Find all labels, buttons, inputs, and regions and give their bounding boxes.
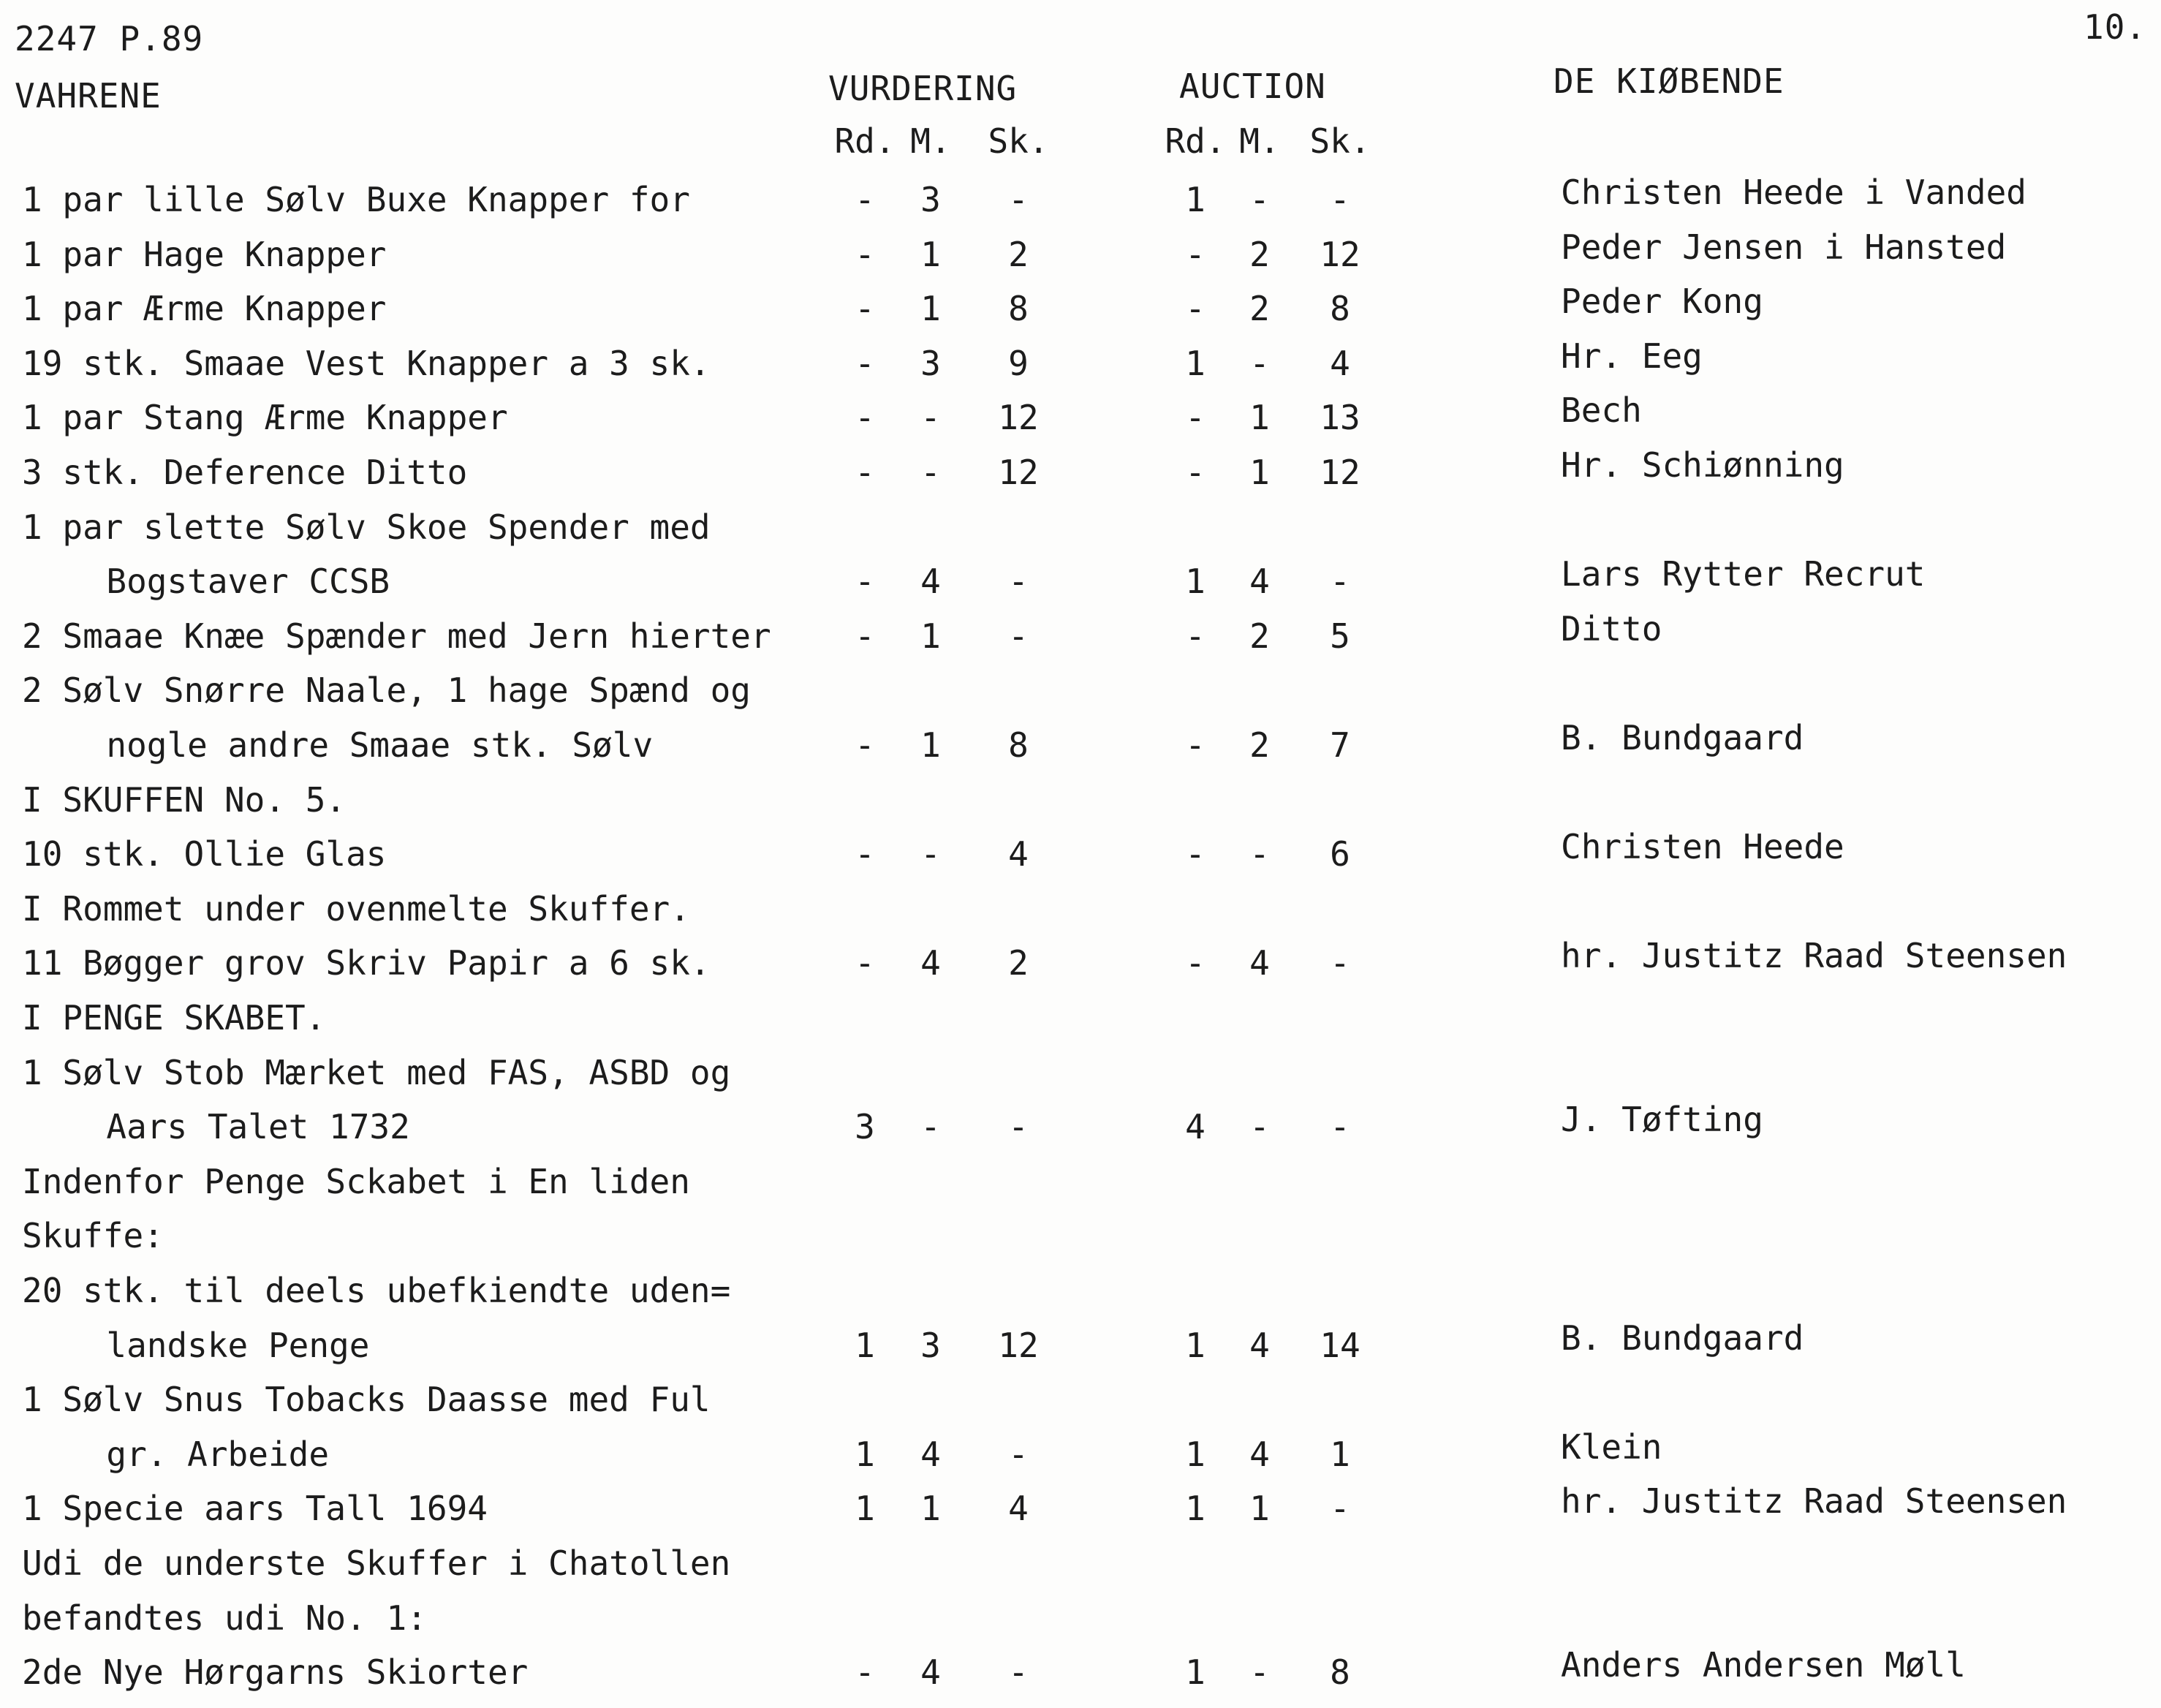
auction-sk: 1 xyxy=(1330,1434,1350,1474)
valuation-sk: 8 xyxy=(1008,725,1029,765)
item-description: 19 stk. Smaae Vest Knapper a 3 sk. xyxy=(22,343,711,383)
valuation-sk: - xyxy=(1008,562,1029,602)
auction-m: 1 xyxy=(1249,1489,1270,1529)
column-header-items: VAHRENE xyxy=(15,76,162,116)
valuation-sk: 4 xyxy=(1008,1489,1029,1529)
buyer-name: B. Bundgaard xyxy=(1561,718,1804,757)
valuation-m: - xyxy=(920,1107,941,1147)
item-description-continued: nogle andre Smaae stk. Sølv xyxy=(66,725,654,765)
auction-unit-sk: Sk. xyxy=(1309,121,1371,161)
item-description: 1 par slette Sølv Skoe Spender med xyxy=(22,507,711,547)
item-description: 2 Sølv Snørre Naale, 1 hage Spænd og xyxy=(22,670,751,711)
auction-sk: - xyxy=(1330,562,1350,602)
item-description: 2de Nye Hørgarns Skiorter xyxy=(22,1652,529,1693)
item-description-continued: Bogstaver CCSB xyxy=(66,562,390,602)
item-description: I SKUFFEN No. 5. xyxy=(22,779,347,820)
item-description-continued: Skuffe: xyxy=(22,1216,164,1256)
auction-sk: 8 xyxy=(1330,289,1350,329)
auction-unit-rd: Rd. xyxy=(1165,121,1226,161)
auction-sk: 8 xyxy=(1330,1652,1350,1693)
valuation-sk: - xyxy=(1008,180,1029,219)
auction-rd: 1 xyxy=(1185,180,1206,219)
valuation-m: 1 xyxy=(920,234,941,274)
document-reference: 2247 P.89 xyxy=(15,19,204,58)
item-description: 2 Smaae Knæe Spænder med Jern hierter xyxy=(22,616,771,656)
valuation-rd: 1 xyxy=(855,1489,875,1529)
auction-m: 1 xyxy=(1249,398,1270,438)
auction-rd: - xyxy=(1185,289,1206,329)
auction-sk: - xyxy=(1330,180,1350,219)
auction-rd: - xyxy=(1185,234,1206,274)
buyer-name: Bech xyxy=(1561,390,1642,431)
item-description: 1 par Ærme Knapper xyxy=(22,289,387,329)
auction-rd: - xyxy=(1185,943,1206,983)
item-description: 20 stk. til deels ubefkiendte uden= xyxy=(22,1271,731,1310)
valuation-rd: - xyxy=(855,1652,875,1693)
valuation-rd: - xyxy=(855,453,875,492)
buyer-name: Lars Rytter Recrut xyxy=(1561,554,1926,594)
buyer-name: Klein xyxy=(1561,1427,1662,1467)
auction-rd: 1 xyxy=(1185,1325,1206,1365)
buyer-name: Peder Jensen i Hansted xyxy=(1561,227,2007,267)
auction-sk: 5 xyxy=(1330,616,1350,656)
valuation-unit-sk: Sk. xyxy=(988,121,1049,161)
item-description: 1 Sølv Stob Mærket med FAS, ASBD og xyxy=(22,1052,731,1092)
item-description-continued: landske Penge xyxy=(66,1325,370,1365)
column-header-auction: AUCTION xyxy=(1179,67,1326,106)
valuation-sk: - xyxy=(1008,616,1029,656)
item-description: Indenfor Penge Sckabet i En liden xyxy=(22,1161,690,1201)
auction-m: 2 xyxy=(1249,616,1270,656)
valuation-sk: - xyxy=(1008,1434,1029,1474)
valuation-rd: - xyxy=(855,234,875,274)
buyer-name: Hr. Schiønning xyxy=(1561,445,1844,485)
item-description: 1 par Hage Knapper xyxy=(22,234,387,274)
auction-sk: 12 xyxy=(1320,234,1360,274)
valuation-sk: 12 xyxy=(998,453,1039,492)
auction-sk: 12 xyxy=(1320,453,1360,492)
auction-rd: - xyxy=(1185,725,1206,765)
auction-sk: 4 xyxy=(1330,343,1350,383)
valuation-rd: - xyxy=(855,289,875,329)
item-description: I Rommet under ovenmelte Skuffer. xyxy=(22,888,690,929)
auction-rd: 1 xyxy=(1185,1652,1206,1693)
valuation-sk: 12 xyxy=(998,1325,1039,1365)
item-description: 1 par Stang Ærme Knapper xyxy=(22,398,508,438)
auction-m: - xyxy=(1249,1107,1270,1147)
auction-sk: - xyxy=(1330,943,1350,983)
auction-rd: 1 xyxy=(1185,1489,1206,1529)
buyer-name: Hr. Eeg xyxy=(1561,336,1703,376)
auction-rd: 1 xyxy=(1185,562,1206,602)
valuation-m: 3 xyxy=(920,1325,941,1365)
valuation-sk: - xyxy=(1008,1652,1029,1693)
buyer-name: Christen Heede i Vanded xyxy=(1561,173,2026,212)
valuation-rd: - xyxy=(855,725,875,765)
item-description: 1 Sølv Snus Tobacks Daasse med Ful xyxy=(22,1380,711,1420)
valuation-sk: 12 xyxy=(998,398,1039,438)
auction-m: 2 xyxy=(1249,234,1270,274)
valuation-rd: 1 xyxy=(855,1325,875,1365)
valuation-sk: 2 xyxy=(1008,943,1029,983)
valuation-rd: 3 xyxy=(855,1107,875,1147)
item-description: Udi de underste Skuffer i Chatollen xyxy=(22,1543,731,1583)
buyer-name: Peder Kong xyxy=(1561,281,1763,322)
auction-m: - xyxy=(1249,834,1270,874)
valuation-rd: - xyxy=(855,834,875,874)
valuation-m: - xyxy=(920,834,941,874)
auction-m: 1 xyxy=(1249,453,1270,492)
valuation-unit-rd: Rd. xyxy=(834,121,896,161)
valuation-sk: 2 xyxy=(1008,234,1029,274)
buyer-name: J. Tøfting xyxy=(1561,1100,1763,1140)
buyer-name: Anders Andersen Møll xyxy=(1561,1645,1966,1685)
item-description: I PENGE SKABET. xyxy=(22,998,326,1038)
valuation-m: 1 xyxy=(920,616,941,656)
auction-m: - xyxy=(1249,1652,1270,1693)
auction-m: 2 xyxy=(1249,289,1270,329)
valuation-sk: - xyxy=(1008,1107,1029,1147)
auction-sk: 13 xyxy=(1320,398,1360,438)
valuation-m: 4 xyxy=(920,1434,941,1474)
valuation-rd: - xyxy=(855,562,875,602)
auction-m: 4 xyxy=(1249,943,1270,983)
auction-m: - xyxy=(1249,180,1270,219)
valuation-rd: - xyxy=(855,398,875,438)
column-header-buyers: DE KIØBENDE xyxy=(1553,61,1785,101)
valuation-rd: - xyxy=(855,616,875,656)
buyer-name: Christen Heede xyxy=(1561,827,1844,867)
valuation-m: 4 xyxy=(920,943,941,983)
auction-rd: 1 xyxy=(1185,1434,1206,1474)
valuation-m: 1 xyxy=(920,289,941,329)
valuation-m: 1 xyxy=(920,1489,941,1529)
auction-sk: - xyxy=(1330,1489,1350,1529)
valuation-m: 4 xyxy=(920,562,941,602)
auction-rd: - xyxy=(1185,616,1206,656)
item-description: 1 Specie aars Tall 1694 xyxy=(22,1489,488,1529)
auction-m: - xyxy=(1249,343,1270,383)
valuation-m: - xyxy=(920,453,941,492)
auction-m: 4 xyxy=(1249,1325,1270,1365)
item-description-continued: gr. Arbeide xyxy=(66,1434,330,1474)
valuation-m: 3 xyxy=(920,180,941,219)
item-description: 10 stk. Ollie Glas xyxy=(22,834,387,874)
auction-rd: 1 xyxy=(1185,343,1206,383)
auction-rd: - xyxy=(1185,453,1206,492)
valuation-rd: 1 xyxy=(855,1434,875,1474)
valuation-unit-m: M. xyxy=(910,121,951,161)
buyer-name: hr. Justitz Raad Steensen xyxy=(1561,936,2067,976)
valuation-sk: 9 xyxy=(1008,343,1029,383)
valuation-sk: 4 xyxy=(1008,834,1029,874)
valuation-m: 1 xyxy=(920,725,941,765)
auction-sk: 7 xyxy=(1330,725,1350,765)
auction-m: 4 xyxy=(1249,562,1270,602)
item-description: 3 stk. Deference Ditto xyxy=(22,453,468,492)
auction-sk: 6 xyxy=(1330,834,1350,874)
auction-rd: - xyxy=(1185,398,1206,438)
item-description-continued: befandtes udi No. 1: xyxy=(22,1598,427,1638)
valuation-m: 3 xyxy=(920,343,941,383)
page-number: 10. xyxy=(2084,7,2147,47)
item-description: 1 par lille Sølv Buxe Knapper for xyxy=(22,180,690,219)
auction-sk: 14 xyxy=(1320,1325,1360,1365)
valuation-sk: 8 xyxy=(1008,289,1029,329)
valuation-m: - xyxy=(920,398,941,438)
valuation-m: 4 xyxy=(920,1652,941,1693)
valuation-rd: - xyxy=(855,343,875,383)
auction-unit-m: M. xyxy=(1239,121,1280,161)
item-description: 11 Bøgger grov Skriv Papir a 6 sk. xyxy=(22,943,711,983)
auction-rd: 4 xyxy=(1185,1107,1206,1147)
valuation-rd: - xyxy=(855,943,875,983)
auction-rd: - xyxy=(1185,834,1206,874)
buyer-name: Ditto xyxy=(1561,608,1662,649)
item-description-continued: Aars Talet 1732 xyxy=(66,1107,410,1147)
auction-sk: - xyxy=(1330,1107,1350,1147)
valuation-rd: - xyxy=(855,180,875,219)
buyer-name: B. Bundgaard xyxy=(1561,1318,1804,1358)
buyer-name: hr. Justitz Raad Steensen xyxy=(1561,1481,2067,1522)
auction-m: 4 xyxy=(1249,1434,1270,1474)
auction-m: 2 xyxy=(1249,725,1270,765)
column-header-valuation: VURDERING xyxy=(828,69,1018,108)
